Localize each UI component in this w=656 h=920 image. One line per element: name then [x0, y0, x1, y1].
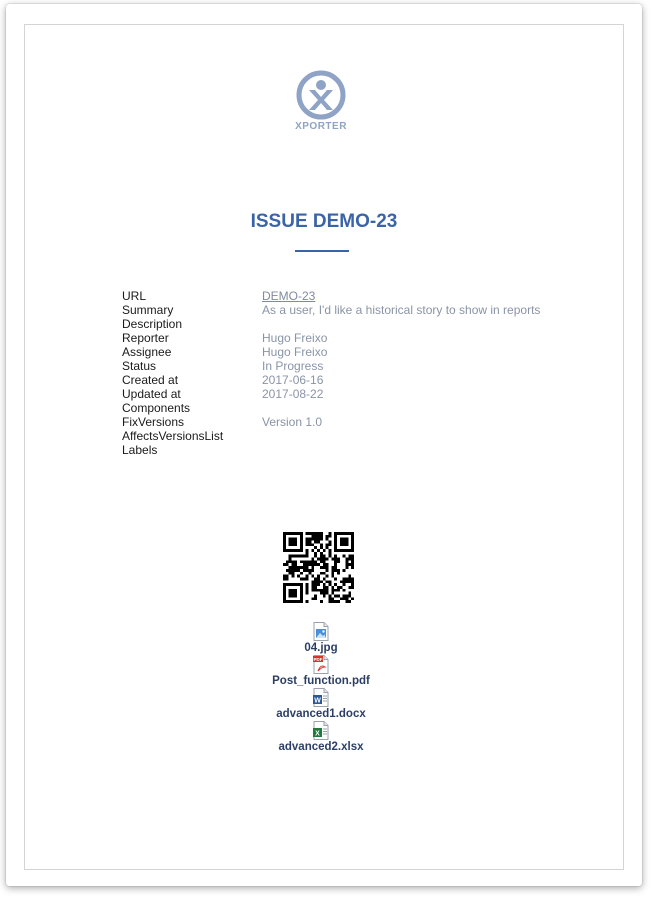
svg-text:X: X [315, 730, 320, 738]
field-value: As a user, I'd like a historical story to show in reports [262, 303, 541, 317]
document-page [6, 4, 642, 886]
field-label: Summary [122, 303, 174, 317]
field-row [122, 317, 540, 331]
field-label: Labels [122, 443, 158, 457]
field-label: Description [122, 317, 183, 331]
pdf-file-icon[interactable] [313, 655, 329, 674]
field-row [122, 289, 540, 303]
attachment-item[interactable] [221, 688, 421, 721]
xporter-logo-icon [296, 70, 346, 120]
logo-text: XPORTER [295, 121, 347, 132]
field-row [122, 331, 540, 345]
page-title: ISSUE DEMO-23 [250, 211, 398, 232]
field-label: FixVersions [122, 415, 185, 429]
field-label: Status [122, 359, 157, 373]
attachment-item[interactable] [221, 721, 421, 754]
attachments-list [221, 622, 421, 754]
field-label: URL [122, 289, 147, 303]
field-row [122, 415, 540, 429]
field-label: Updated at [122, 387, 181, 401]
field-row [122, 443, 540, 457]
attachment-item[interactable] [221, 622, 421, 655]
svg-text:PDF: PDF [313, 657, 323, 662]
field-label: Reporter [122, 331, 169, 345]
xporter-logo [286, 70, 356, 132]
field-value: In Progress [262, 359, 324, 373]
field-value: 2017-08-22 [262, 387, 324, 401]
field-value: Hugo Freixo [262, 345, 328, 359]
field-value: 2017-06-16 [262, 373, 324, 387]
attachment-item[interactable] [221, 655, 421, 688]
attachment-name[interactable]: 04.jpg [304, 642, 338, 654]
attachment-name[interactable]: advanced2.xlsx [278, 741, 364, 753]
field-row [122, 303, 540, 317]
excel-file-icon[interactable] [313, 721, 329, 740]
field-value: Version 1.0 [262, 415, 323, 429]
attachment-name[interactable]: Post_function.pdf [272, 675, 370, 687]
issue-fields [122, 289, 540, 457]
field-label: Components [122, 401, 191, 415]
field-value: Hugo Freixo [262, 331, 328, 345]
field-row [122, 373, 540, 387]
field-row [122, 359, 540, 373]
field-row [122, 345, 540, 359]
field-label: AffectsVersionsList [122, 429, 224, 443]
svg-text:W: W [314, 697, 321, 705]
attachment-name[interactable]: advanced1.docx [276, 708, 366, 720]
field-row [122, 401, 540, 415]
qr-code [283, 532, 354, 603]
issue-link[interactable]: DEMO-23 [262, 289, 316, 303]
field-label: Assignee [122, 345, 172, 359]
title-underline [295, 250, 349, 252]
field-row [122, 429, 540, 443]
field-row [122, 387, 540, 401]
word-file-icon[interactable] [313, 688, 329, 707]
image-file-icon[interactable] [313, 622, 329, 641]
field-label: Created at [122, 373, 179, 387]
